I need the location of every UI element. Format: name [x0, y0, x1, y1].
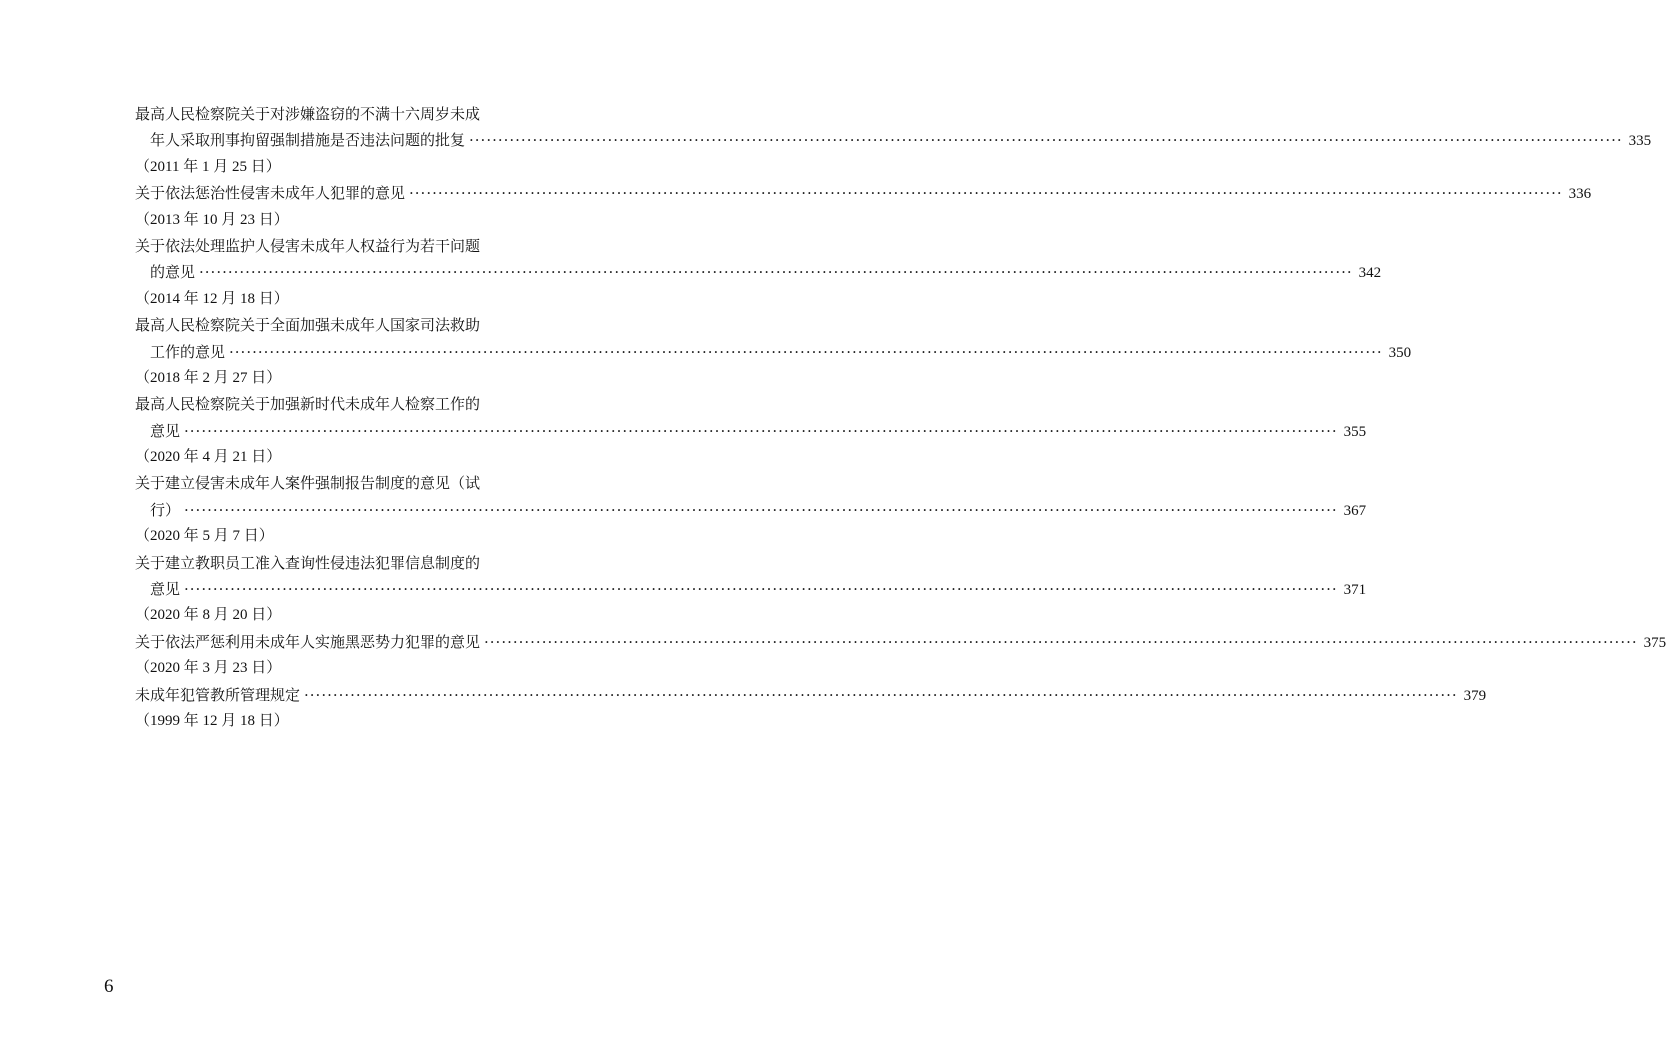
toc-entry-title: 年人采取刑事拘留强制措施是否违法问题的批复 — [150, 131, 466, 150]
toc-entry-title: 最高人民检察院关于全面加强未成年人国家司法救助 — [135, 316, 481, 335]
toc-page-number: 371 — [1343, 582, 1367, 599]
toc-entry-title-line — [135, 576, 1367, 602]
toc-entry-title: 关于依法严惩利用未成年人实施黑恶势力犯罪的意见 — [135, 632, 481, 651]
toc-page-number: 367 — [1343, 502, 1367, 519]
toc-entry-date: （2018 年 2 月 27 日） — [135, 369, 282, 386]
toc-entry-title: 关于依法处理监护人侵害未成年人权益行为若干问题 — [135, 236, 481, 255]
toc-page-number: 355 — [1343, 423, 1367, 440]
dot-leader: ········································································································································································································ — [484, 632, 1638, 651]
dot-leader: ········································································································································································································ — [229, 342, 1383, 361]
toc-entry-date: （2020 年 5 月 7 日） — [135, 528, 274, 545]
toc-page-number: 379 — [1463, 687, 1487, 704]
page-number-footer: 6 — [104, 976, 114, 997]
toc-entry-date: （2014 年 12 月 18 日） — [135, 290, 289, 307]
toc-entry-date: （2011 年 1 月 25 日） — [135, 158, 281, 175]
dot-leader: ········································································································································································································ — [184, 580, 1338, 599]
toc-page-number: 342 — [1358, 265, 1382, 282]
toc-entry-title-line — [135, 497, 1367, 523]
toc-entry-title-line — [135, 312, 655, 338]
toc-entry-title-line — [135, 682, 1487, 708]
toc-entry-title: 意见 — [150, 580, 181, 599]
toc-entry-title-line — [135, 629, 1666, 655]
toc-entry-title-line — [135, 101, 655, 127]
toc-entry-date: （2020 年 4 月 21 日） — [135, 449, 282, 466]
toc-entry-title: 最高人民检察院关于对涉嫌盗窃的不满十六周岁未成 — [135, 105, 481, 123]
toc-entry-title: 意见 — [150, 421, 181, 440]
toc-entry-date: （2020 年 8 月 20 日） — [135, 607, 282, 624]
dot-leader: ········································································································································································································ — [199, 263, 1353, 282]
toc-page-number: 336 — [1568, 186, 1592, 203]
toc-entry-title: 最高人民检察院关于加强新时代未成年人检察工作的 — [135, 395, 481, 414]
toc-entry-title-line — [135, 550, 655, 576]
toc-entry-title: 行） — [150, 500, 181, 519]
toc-page-number: 375 — [1643, 634, 1666, 651]
toc-entry-date: （1999 年 12 月 18 日） — [135, 712, 289, 729]
toc-entry-title: 关于建立侵害未成年人案件强制报告制度的意见（试 — [135, 474, 481, 493]
toc-entry-title: 关于建立教职员工准入查询性侵违法犯罪信息制度的 — [135, 553, 481, 572]
toc-entry-date: （2013 年 10 月 23 日） — [135, 211, 289, 228]
toc-entry-title-line — [135, 127, 1652, 153]
toc-entry-title-line — [135, 470, 655, 496]
dot-leader: ········································································································································································································ — [469, 131, 1623, 150]
dot-leader: ········································································································································································································ — [304, 685, 1458, 704]
toc-entry-date: （2020 年 3 月 23 日） — [135, 660, 282, 677]
toc-page-number: 350 — [1388, 344, 1412, 361]
toc-entry-title-line — [135, 418, 1367, 444]
toc-page-number: 335 — [1628, 133, 1652, 150]
toc-entry-title-line — [135, 233, 655, 259]
dot-leader: ········································································································································································································ — [409, 184, 1563, 203]
toc-entry-title: 工作的意见 — [150, 342, 226, 361]
toc-entry-title-line — [135, 180, 1592, 206]
toc-entry-title: 的意见 — [150, 263, 196, 282]
toc-entry-title-line — [135, 391, 655, 417]
toc-entry-title-line — [135, 339, 1412, 365]
toc-entry-title: 关于依法惩治性侵害未成年人犯罪的意见 — [135, 184, 406, 203]
table-of-contents — [135, 101, 1666, 734]
dot-leader: ········································································································································································································ — [184, 421, 1338, 440]
toc-entry-title-line — [135, 259, 1382, 285]
toc-entry-title: 未成年犯管教所管理规定 — [135, 685, 301, 704]
dot-leader: ········································································································································································································ — [184, 500, 1338, 519]
